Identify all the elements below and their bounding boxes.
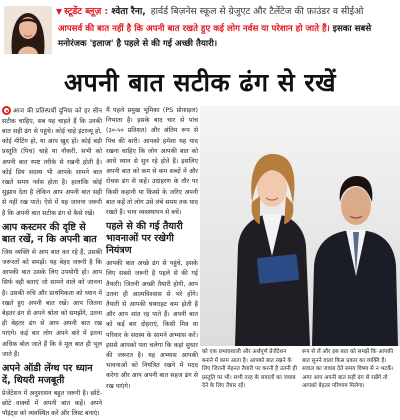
column-1 <box>2 106 102 418</box>
paragraph-2: जिस व्यक्ति से आप बात कर रहे हैं, उसकी जरूरतों को समझें। यह बेहद जरूरी है कि आपकी बात उसके लिए उपयोगी हो। आप सिर्फ वही बताएं जो सामने वाले को जानना है। उसकी रुचि और प्राथमिकता को ध्यान में रखते हुए अपनी बात रखें। आप जितना बेहतर ढंग से अपने श्रोता को समझेंगे, उतना ही बेहतर ढंग से आप अपनी बात रख पाएंगे। कई बार लोग अपने बारे में इतना अधिक बोल जाते हैं कि वे मूल बात ही भूल जाते हैं। <box>2 248 102 358</box>
business-people-photo-icon <box>200 106 400 346</box>
teaser-black: इसका सबसे मनोरंजक 'इलाज' है पहले से की गई अच्छी तैयारी। <box>58 24 372 49</box>
column-brand: स्टूडेंट ब्लूज़ : <box>64 6 109 17</box>
intro-paragraph: आज की प्रतिस्पर्धी दुनिया को हर सीन सटीक चाहिए, सब यह चाहते हैं कि उनकी बात सही ढंग से पहुंचे। कोई चाहे इंटरव्यू हो, कोई मीटिंग हो, या आप खुद हों। कोई बड़ी प्रस्तुति (पिच) चाहे या नौकरी, सभी को अपनी बात स्पष्ट तरीके से रखनी होती है। कोई प्रिय सदस्य भी आपके सामने बात रखते समय नर्वस होता है। हालांकि कोई सुझाव देता है लेकिन आप अपनी बात सही से नहीं रख पाते। ऐसे में यह जानना जरूरी है कि अपनी बात सटीक ढंग से कैसे रखें। <box>2 107 102 217</box>
target-icon <box>2 106 11 115</box>
byline <box>56 4 396 20</box>
author-role: हार्वर्ड बिज़नेस स्कूल से ग्रेजुएट और टैलेंटेज की फ़ाउंडर व सीईओ <box>150 6 364 17</box>
headline: अपनी बात सटीक ढंग से रखें <box>63 68 337 97</box>
bottom-column-left: को एक प्रभावशाली और अर्थपूर्ण प्रेजेंटेशन बनाने में काम आता है। आपको बात रखने के लिए जितनी मेहनत तैयारी पर करनी है उतनी ही प्रस्तुति पर भी। सभी तरह के सवालों का जवाब देने के लिए तैयार रहें। <box>202 349 297 390</box>
teaser <box>58 22 398 54</box>
subheading-1: आप कस्टमर की दृष्टि से बात रखें, न कि अपनी बात <box>2 221 97 245</box>
column-2 <box>106 106 198 398</box>
column2-paragraph-1: मैं पहले प्रमुख भूमिका (PS प्रोफ़ाइल) निभाता है। इसके बाद चार से पांच (३०-५० प्रतिशत) और अंतिम रूप से पिच की बारी। आपको हमेशा यह याद रखना चाहिए कि लोग आपकी बात को आधे ध्यान से सुन रहे होते हैं। इसलिए अपनी बात को कम से कम शब्दों में और रोचक ढंग से कहें। उदाहरण के तौर पर किसी कहानी या किस्से के जरिए अपनी बात कहें तो लोग उसे लंबे समय तक याद रखते हैं। भाव व्यवस्थापन से बचें। <box>106 107 198 217</box>
author-portrait-icon <box>4 6 52 54</box>
article-header <box>0 0 400 58</box>
article-photo <box>200 106 400 346</box>
paragraph-3: प्रेजेंटेशन में अनुशासन बहुत जरूरी है। छोटे-छोटे वाक्यों में अपनी बात कहें। अपने पॉइंट्स को व्यवस्थित करें और लिस्ट बनाएं। <box>2 389 102 418</box>
column2-paragraph-2: आपकी बात अच्छे ढंग से पहुंचे, इसके लिए सबसे जरूरी है पहले से की गई तैयारी। जितनी अच्छी तैयारी होगी, आप उतना ही आत्मविश्वास से भरे होंगे। तैयारी से आपकी घबराहट कम होती है और आप शांत रह पाते हैं। अपनी बात को कई बार दोहराएं, किसी मित्र या परिवार के सदस्य के सामने अभ्यास करें। इससे आपको पता चलेगा कि कहां सुधार की जरूरत है। यह अभ्यास आपकी भावनाओं को नियंत्रित रखने में मदद करेगा और आप अपनी बात सहज ढंग से रख पाएंगे। <box>106 260 198 390</box>
subheading-2: अपने ऑडी लेंग्थ पर ध्यान दें, थियरी मजबूती <box>2 362 93 386</box>
author-name: श्वेता रैना, <box>111 6 146 17</box>
triangle-marker-icon: ▼ <box>56 7 63 16</box>
bottom-columns <box>200 348 400 400</box>
column2-subheading: पहले से की गई तैयारी भावनाओं पर रखेगी नियंत्रण <box>106 221 183 257</box>
bottom-column-right: रूप से लें और इस बात को समझें कि आपकी बात सुनने वाला किस प्रकार का व्यक्ति है। सवाल का जवाब देते समय विषय से न भटकें। अगर आप अपनी बात सही ढंग से रखेंगे तो आपको बेहतर परिणाम मिलेगा। <box>302 349 394 390</box>
teaser-red: आपसर्व की बात नहीं है कि अपनी बात रखते हुए कई लोग नर्वस या परेशान हो जाते हैं। <box>58 24 330 34</box>
author-photo <box>4 6 52 54</box>
